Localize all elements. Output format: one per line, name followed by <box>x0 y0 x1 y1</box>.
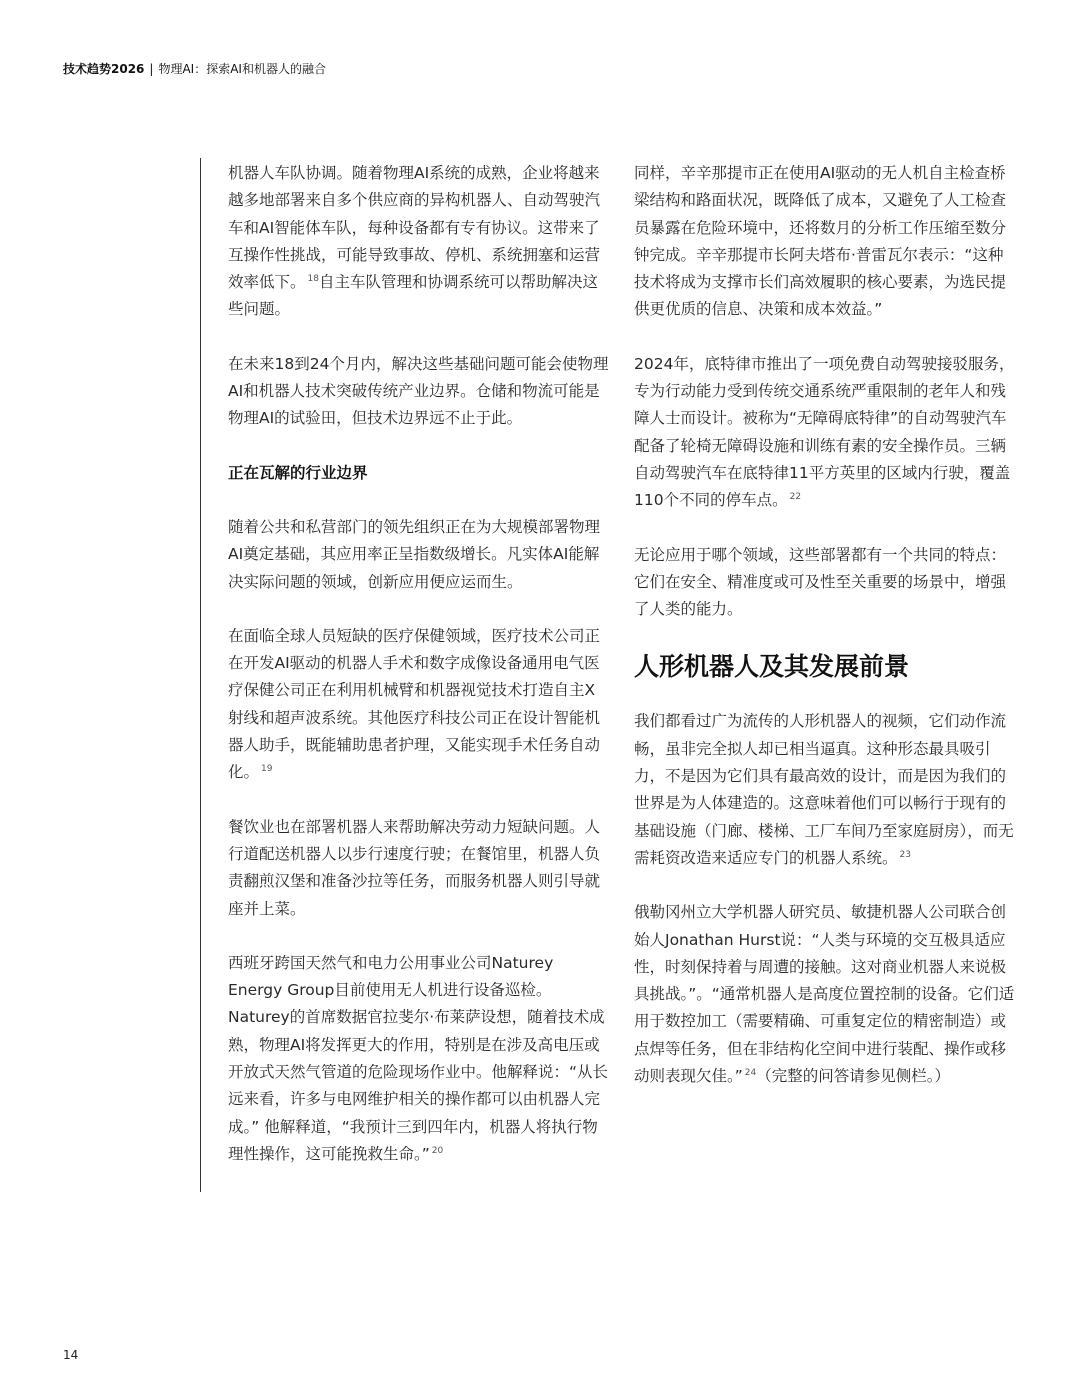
section-heading-humanoid-robots: 人形机器人及其发展前景 <box>634 652 910 682</box>
paragraph-text: 俄勒冈州立大学机器人研究员、敏捷机器人公司联合创始人Jonathan Hurst说：“人类与环境的交互极具适应性，时刻保持着与周遭的接触。这对商业机器人来说极具挑战。”。“通常机器人是高度位置控制的设备。它们适用于数控加工（需要精确、可重复定位的精密制造）或点焊等任务，但在非结构化空间中进行装配、操作或移动则表现欠佳。” <box>634 903 1015 1086</box>
paragraph-text: 在面临全球人员短缺的医疗保健领域，医疗技术公司正在开发AI驱动的机器人手术和数字成像设备通用电气医疗保健公司正在利用机械臂和机器视觉技术打造自主X射线和超声波系统。其他医疗科技公司正在设计智能机器人助手，既能辅助患者护理，又能实现手术任务自动化。 <box>228 626 601 782</box>
right-column <box>634 160 1018 1117</box>
paragraph-text: 在未来18到24个月内，解决这些基础问题可能会使物理AI和机器人技术突破传统产业边界。仓储和物流可能是物理AI的试验田，但技术边界远不止于此。 <box>228 354 609 428</box>
paragraph-text: 随着公共和私营部门的领先组织正在为大规模部署物理AI奠定基础，其应用率正呈指数级增长。凡实体AI能解决实际问题的领域，创新应用便应运而生。 <box>228 517 601 591</box>
paragraph-humanoid-videos <box>634 708 1018 872</box>
paragraph-hurst-quote <box>634 899 1018 1090</box>
paragraph-healthcare <box>228 623 610 787</box>
paragraph-cincinnati <box>634 160 1018 324</box>
left-column <box>228 160 610 1195</box>
paragraph-text: 同样，辛辛那提市正在使用AI驱动的无人机自主检查桥梁结构和路面状况，既降低了成本，又避免了人工检查员暴露在危险环境中，还将数月的分析工作压缩至数分钟完成。辛辛那提市长阿夫塔布·普雷瓦尔表示：“这种技术将成为支撑市长们高效履职的核心要素，为选民提供更优质的信息、决策和成本效益。” <box>634 164 1007 319</box>
footnote-ref[interactable]: 23 <box>899 849 911 860</box>
sidebar-reference-note: （完整的问答请参见侧栏。） <box>756 1067 950 1086</box>
footnote-ref[interactable]: 24 <box>744 1068 757 1079</box>
paragraph-text: 自主车队管理和协调系统可以帮助解决这些问题。 <box>228 273 598 319</box>
paragraph-food-service <box>228 814 610 923</box>
chapter-title: 物理AI：探索AI和机器人的融合 <box>158 62 326 76</box>
footnote-ref[interactable]: 18 <box>307 274 319 285</box>
paragraph-adoption <box>228 514 610 596</box>
paragraph-fleet-coordination <box>228 160 610 324</box>
footnote-ref[interactable]: 19 <box>261 764 273 775</box>
header-separator: | <box>149 62 154 76</box>
left-margin-rule <box>200 158 201 1192</box>
paragraph-detroit <box>634 351 1018 515</box>
paragraph-text: 2024年，底特律市推出了一项免费自动驾驶接驳服务，专为行动能力受到传统交通系统严重限制的老年人和残障人士而设计。被称为“无障碍底特律”的自动驾驶汽车配备了轮椅无障碍设施和训练有素的安全操作员。三辆自动驾驶汽车在底特律11平方英里的区域内行驶，覆盖110个不同的停车点。 <box>634 354 1015 510</box>
paragraph-text: 机器人车队协调。随着物理AI系统的成熟，企业将越来越多地部署来自多个供应商的异构机器人、自动驾驶汽车和AI智能体车队，每种设备都有专有协议。这带来了互操作性挑战，可能导致事故、停机、系统拥塞和运营效率低下。 <box>228 164 601 292</box>
section-heading-industry-boundaries: 正在瓦解的行业边界 <box>228 463 368 482</box>
running-header <box>63 61 326 77</box>
paragraph-next-months <box>228 351 610 433</box>
paragraph-naturey <box>228 950 610 1168</box>
footnote-ref[interactable]: 22 <box>789 492 802 503</box>
report-series-title: 技术趋势2026 <box>63 62 145 76</box>
paragraph-text: 无论应用于哪个领域，这些部署都有一个共同的特点：它们在安全、精准度或可及性至关重要的场景中，增强了人类的能力。 <box>634 545 1007 619</box>
paragraph-common-trait <box>634 542 1018 624</box>
paragraph-text: 西班牙跨国天然气和电力公用事业公司Naturey Energy Group目前使用无人机进行设备巡检。Naturey的首席数据官拉斐尔·布莱萨设想，随着技术成熟，物理AI将发挥更大的作用，特别是在涉及高电压或开放式天然气管道的危险现场作业中。他解释说：“从长远来看，许多与电网维护相关的操作都可以由机器人完成。” 他解释道，“我预计三到四年内，机器人将执行物理性操作，这可能挽救生命。” <box>228 953 609 1163</box>
paragraph-text: 我们都看过广为流传的人形机器人的视频，它们动作流畅，虽非完全拟人却已相当逼真。这种形态最具吸引力，不是因为它们具有最高效的设计，而是因为我们的世界是为人体建造的。这意味着他们可以畅行于现有的基础设施（门廊、楼梯、工厂车间乃至家庭厨房），而无需耗资改造来适应专门的机器人系统。 <box>634 712 1014 867</box>
footnote-ref[interactable]: 20 <box>431 1145 444 1156</box>
page-number: 14 <box>63 1348 79 1362</box>
paragraph-text: 餐饮业也在部署机器人来帮助解决劳动力短缺问题。人行道配送机器人以步行速度行驶；在餐馆里，机器人负责翻煎汉堡和准备沙拉等任务，而服务机器人则引导就座并上菜。 <box>228 817 601 918</box>
